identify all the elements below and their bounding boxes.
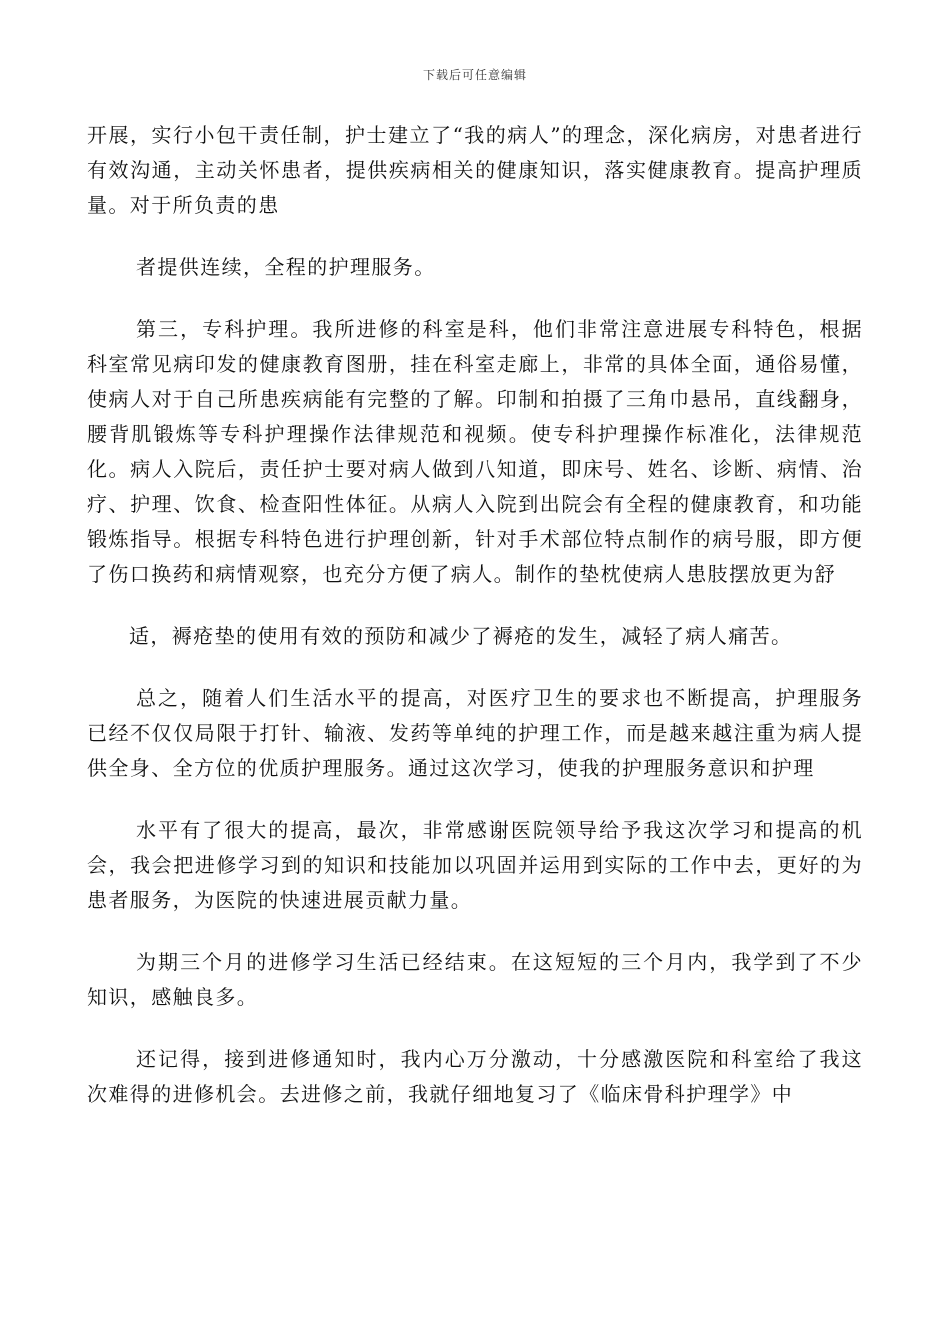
paragraph-4: 适，褥疮垫的使用有效的预防和减少了褥疮的发生，减轻了病人痛苦。 — [129, 624, 793, 648]
document-body — [87, 118, 863, 1139]
paragraph-5: 总之，随着人们生活水平的提高，对医疗卫生的要求也不断提高，护理服务已经不仅仅局限于打针、输液、发药等单纯的护理工作，而是越来越注重为病人提供全身、全方位的优质护理服务。通过这次学习，使我的护理服务意识和护理 — [87, 686, 863, 780]
paragraph-1: 开展，实行小包干责任制，护士建立了“我的病人”的理念，深化病房，对患者进行有效沟通，主动关怀患者，提供疾病相关的健康知识，落实健康教育。提高护理质量。对于所负责的患 — [87, 123, 863, 217]
paragraph-7: 为期三个月的进修学习生活已经结束。在这短短的三个月内，我学到了不少知识，感触良多。 — [87, 950, 863, 1009]
page-header: 下载后可任意编辑 — [422, 68, 527, 82]
paragraph-3: 第三，专科护理。我所进修的科室是科，他们非常注意进展专科特色，根据科室常见病印发的健康教育图册，挂在科室走廊上，非常的具体全面，通俗易懂，使病人对于自己所患疾病能有完整的了解。印制和拍摄了三角巾悬吊，直线翻身，腰背肌锻炼等专科护理操作法律规范和视频。使专科护理操作标准化，法律规范化。病人入院后，责任护士要对病人做到八知道，即床号、姓名、诊断、病情、治疗、护理、饮食、检查阳性体征。从病人入院到出院会有全程的健康教育，和功能锻炼指导。根据专科特色进行护理创新，针对手术部位特点制作的病号服，即方便了伤口换药和病情观察，也充分方便了病人。制作的垫枕使病人患肢摆放更为舒 — [87, 317, 863, 586]
paragraph-6: 水平有了很大的提高，最次，非常感谢医院领导给予我这次学习和提高的机会，我会把进修学习到的知识和技能加以巩固并运用到实际的工作中去，更好的为患者服务，为医院的快速进展贡献力量。 — [87, 818, 863, 912]
paragraph-2: 者提供连续，全程的护理服务。 — [136, 255, 436, 279]
paragraph-8: 还记得，接到进修通知时，我内心万分激动，十分感激医院和科室给了我这次难得的进修机会。去进修之前，我就仔细地复习了《临床骨科护理学》中 — [87, 1047, 863, 1106]
